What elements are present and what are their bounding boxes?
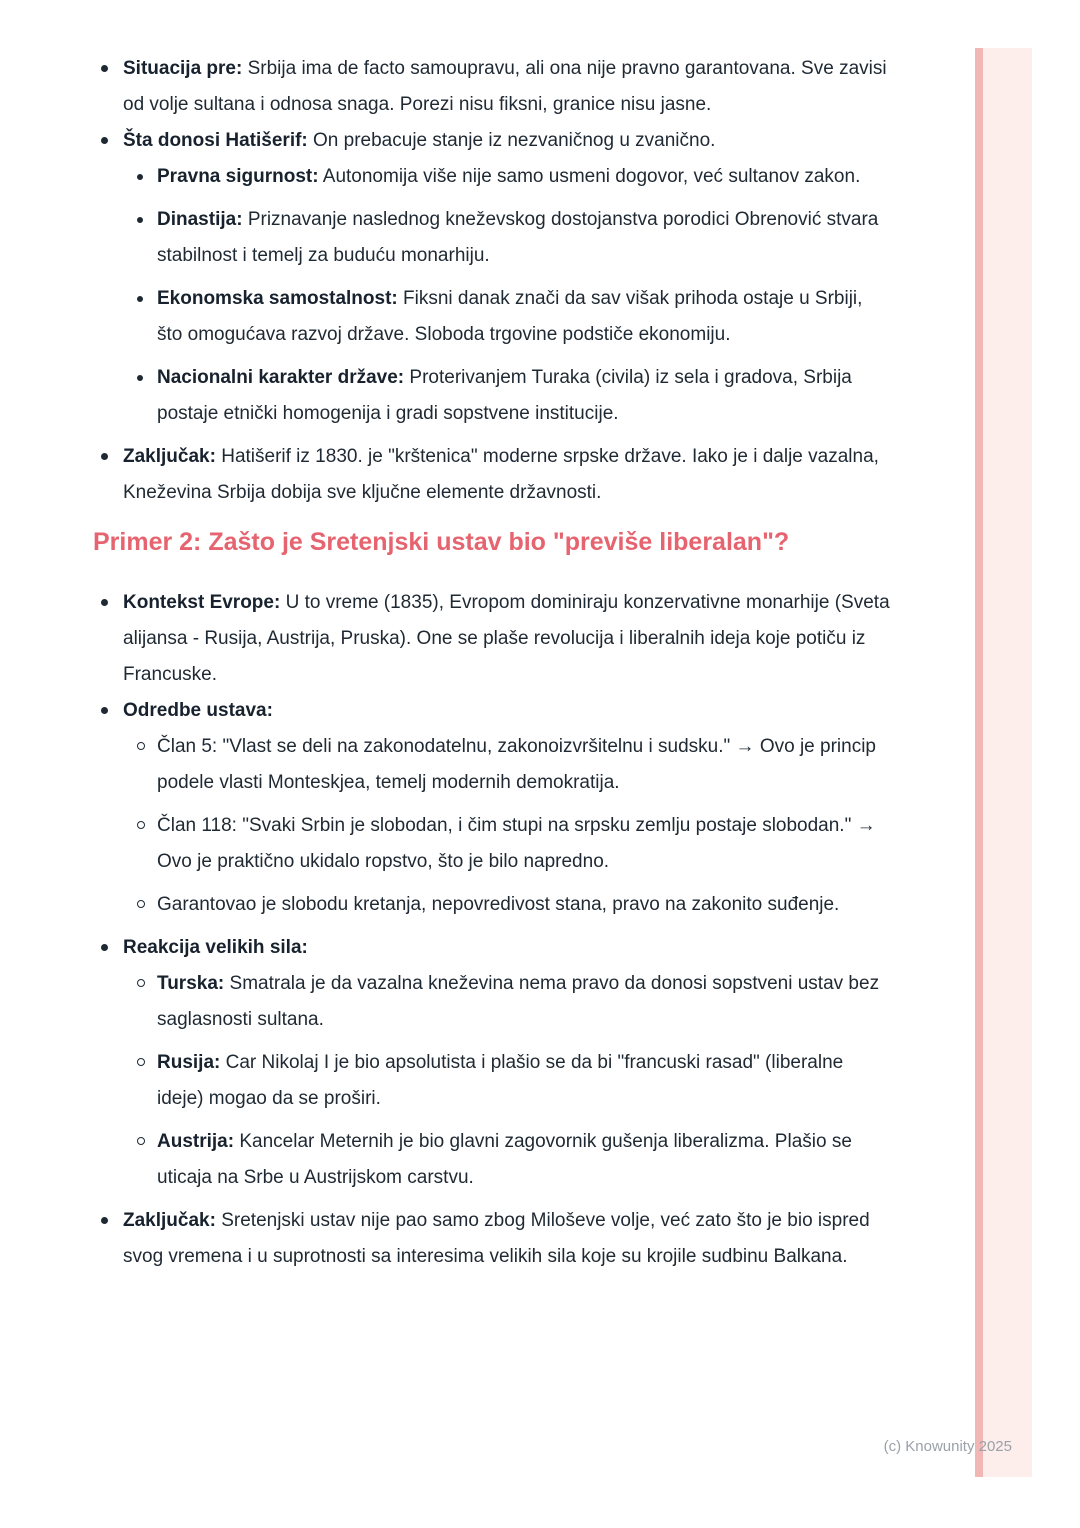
bullet-list — [101, 51, 890, 511]
list-item-lead: Turska: — [157, 973, 225, 994]
bullet-circle-icon — [137, 1045, 157, 1066]
list-item — [137, 966, 890, 1038]
list-item-lead: Kontekst Evrope: — [123, 592, 281, 613]
list-item-text: Šta donosi Hatišerif: On prebacuje stanje iz nezvaničnog u zvanično. Pravna sigurnost: Autonomija više nije samo usmeni dogovor, već sultanov zakon. Dinastija: Priznavanje naslednog kneževskog dostojanstva porodici Obrenović stvara stabilnost i temelj za buduću monarhiju. Ekonomska samostalnost: Fiksni danak znači da sav višak prihoda ostaje u Srbiji, što omogućava razvoj države. Sloboda trgovine podstiče ekonomiju. Nacionalni karakter države: Proterivanjem Turaka (civila) iz sela i gradova, Srbija postaje etnički homogenija i gradi sopstvene institucije. — [123, 123, 890, 439]
bullet-disc-icon — [101, 123, 123, 144]
list-item — [101, 585, 890, 693]
list-item-text: Zaključak: Hatišerif iz 1830. je "krštenica" moderne srpske države. Iako je i dalje vazalna, Kneževina Srbija dobija sve ključne elemente državnosti. — [123, 446, 879, 503]
bullet-circle-icon — [137, 966, 157, 987]
list-item — [137, 360, 890, 432]
list-item-text: Kontekst Evrope: U to vreme (1835), Evropom dominiraju konzervativne monarhije (Sveta alijansa - Rusija, Austrija, Pruska). One se plaše revolucija i liberalnih ideja koje potiču iz Francuske. — [123, 592, 890, 685]
list-item-text: Pravna sigurnost: Autonomija više nije samo usmeni dogovor, već sultanov zakon. — [157, 166, 861, 187]
list-item — [101, 123, 890, 439]
list-item-text: Zaključak: Sretenjski ustav nije pao samo zbog Miloševe volje, već zato što je bio ispred svog vremena i u suprotnosti sa interesima velikih sila koje su krojile sudbinu Balkana. — [123, 1210, 870, 1267]
list-item-text: Austrija: Kancelar Meternih je bio glavni zagovornik gušenja liberalizma. Plašio se uticaja na Srbe u Austrijskom carstvu. — [157, 1131, 852, 1188]
bullet-disc-icon — [101, 439, 123, 460]
list-item — [101, 930, 890, 1203]
bullet-disc-icon — [137, 281, 157, 302]
bullet-disc-icon — [137, 360, 157, 381]
list-item-text: Rusija: Car Nikolaj I je bio apsolutista i plašio se da bi "francuski rasad" (liberalne ideje) mogao da se proširi. — [157, 1052, 844, 1109]
list-item-lead: Ekonomska samostalnost: — [157, 288, 398, 309]
bullet-circle-icon — [137, 729, 157, 750]
list-item-lead: Šta donosi Hatišerif: — [123, 130, 308, 151]
list-item-text: Situacija pre: Srbija ima de facto samoupravu, ali ona nije pravno garantovana. Sve zavisi od volje sultana i odnosa snaga. Porezi nisu fiksni, granice nisu jasne. — [123, 58, 887, 115]
list-item-text — [123, 693, 890, 930]
list-item-lead: Reakcija velikih sila: — [123, 937, 308, 958]
copyright-watermark: (c) Knowunity 2025 — [883, 1438, 1012, 1455]
bullet-disc-icon — [137, 159, 157, 180]
list-item — [137, 729, 890, 801]
list-item — [101, 693, 890, 930]
list-item — [137, 887, 890, 923]
list-item-text: Ekonomska samostalnost: Fiksni danak znači da sav višak prihoda ostaje u Srbiji, što omogućava razvoj države. Sloboda trgovine podstiče ekonomiju. — [157, 288, 863, 345]
list-item-lead: Austrija: — [157, 1131, 235, 1152]
bullet-circle-icon — [137, 1124, 157, 1145]
bullet-disc-icon — [101, 1203, 123, 1224]
list-item — [137, 808, 890, 880]
list-item-lead: Nacionalni karakter države: — [157, 367, 405, 388]
list-item-text: Dinastija: Priznavanje naslednog kneževskog dostojanstva porodici Obrenović stvara stabilnost i temelj za buduću monarhiju. — [157, 209, 879, 266]
bullet-list — [137, 966, 890, 1196]
list-item-text: Garantovao je slobodu kretanja, nepovredivost stana, pravo na zakonito suđenje. — [157, 894, 840, 915]
list-item-text: Član 5: "Vlast se deli na zakonodatelnu, zakonoizvršitelnu i sudsku." → Ovo je princip podele vlasti Monteskjea, temelj modernih demokratija. — [157, 736, 876, 793]
list-item — [101, 51, 890, 123]
bullet-disc-icon — [137, 202, 157, 223]
list-item-lead: Dinastija: — [157, 209, 243, 230]
list-item-lead: Rusija: — [157, 1052, 221, 1073]
list-item — [137, 202, 890, 274]
list-item — [101, 1203, 890, 1275]
bullet-list — [137, 159, 890, 432]
bullet-disc-icon — [101, 585, 123, 606]
bullet-disc-icon — [101, 930, 123, 951]
list-item-text — [123, 930, 890, 1203]
list-item-lead: Situacija pre: — [123, 58, 243, 79]
list-item-text: Turska: Smatrala je da vazalna kneževina nema pravo da donosi sopstveni ustav bez saglasnosti sultana. — [157, 973, 880, 1030]
bullet-list — [101, 585, 890, 1275]
bullet-circle-icon — [137, 808, 157, 829]
list-item-lead: Zaključak: — [123, 446, 216, 467]
list-item-text: Nacionalni karakter države: Proterivanjem Turaka (civila) iz sela i gradova, Srbija postaje etnički homogenija i gradi sopstvene institucije. — [157, 367, 852, 424]
list-item-lead: Pravna sigurnost: — [157, 166, 319, 187]
list-item — [137, 1045, 890, 1117]
list-item-lead: Odredbe ustava: — [123, 700, 273, 721]
list-item — [137, 1124, 890, 1196]
bullet-circle-icon — [137, 887, 157, 908]
bullet-disc-icon — [101, 693, 123, 714]
list-item — [101, 439, 890, 511]
list-item-lead: Zaključak: — [123, 1210, 216, 1231]
bullet-list — [137, 729, 890, 923]
list-item-text: Član 118: "Svaki Srbin je slobodan, i čim stupi na srpsku zemlju postaje slobodan." → Ovo je praktično ukidalo ropstvo, što je bilo napredno. — [157, 815, 876, 872]
bullet-disc-icon — [101, 51, 123, 72]
section-heading: Primer 2: Zašto je Sretenjski ustav bio "previše liberalan"? — [93, 528, 790, 556]
list-item — [137, 281, 890, 353]
list-item — [137, 159, 890, 195]
